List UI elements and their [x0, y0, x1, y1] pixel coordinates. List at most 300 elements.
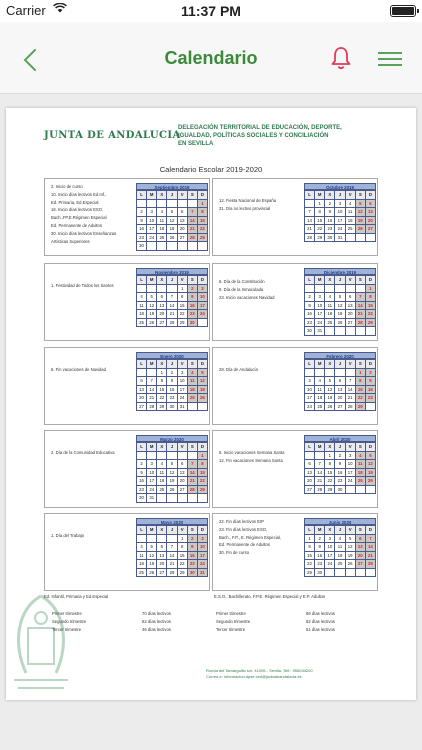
day-cell: 22 — [157, 394, 167, 403]
event-line: 16. Inicio días lectivos ESO, — [51, 207, 104, 213]
event-line: Bach.,FP,E.Régimen Especial — [51, 215, 107, 221]
day-cell: 10 — [335, 208, 345, 217]
day-cell: 11 — [188, 377, 198, 386]
day-cell — [335, 285, 345, 294]
day-cell: 17 — [198, 552, 208, 561]
day-cell: 7 — [356, 293, 366, 302]
day-cell: 25 — [315, 403, 325, 412]
day-cell: 2 — [167, 369, 177, 378]
day-cell: 9 — [188, 293, 198, 302]
day-cell: 4 — [346, 200, 356, 209]
day-cell: 28 — [305, 234, 315, 243]
bell-icon[interactable] — [330, 45, 352, 71]
day-cell: 25 — [325, 319, 335, 328]
month-calendar — [304, 268, 376, 336]
weekday-header: M — [315, 443, 325, 452]
day-cell: 16 — [167, 386, 177, 395]
header-line: EN SEVILLA — [178, 141, 214, 147]
day-cell: 2 — [315, 535, 325, 544]
event-line: Artísticas Superiores — [51, 238, 90, 244]
day-cell: 24 — [198, 310, 208, 319]
day-cell: 20 — [305, 477, 315, 486]
event-line: 9. Día de la Inmaculada — [219, 286, 264, 292]
day-grid — [136, 359, 208, 411]
day-cell: 4 — [315, 377, 325, 386]
event-line: 1. Día del Trabajo — [51, 533, 85, 538]
day-cell: 21 — [167, 560, 177, 569]
weekday-header: M — [147, 191, 157, 200]
day-cell: 23 — [335, 477, 345, 486]
day-cell: 26 — [198, 394, 208, 403]
month-calendar — [304, 352, 376, 411]
day-cell: 4 — [157, 460, 167, 469]
day-cell: 8 — [178, 293, 188, 302]
day-cell: 20 — [157, 310, 167, 319]
weekday-header: S — [356, 191, 366, 200]
day-cell: 12 — [335, 302, 345, 311]
day-cell: 1 — [305, 535, 315, 544]
day-cell: 11 — [157, 217, 167, 226]
trimester-days: 70 días lectivos — [142, 611, 171, 616]
weekday-header: X — [325, 276, 335, 285]
day-cell: 29 — [325, 486, 335, 495]
day-cell — [137, 369, 147, 378]
day-cell — [346, 327, 356, 336]
day-cell — [198, 403, 208, 412]
day-cell: 4 — [335, 535, 345, 544]
day-cell: 28 — [188, 234, 198, 243]
day-cell: 25 — [356, 477, 366, 486]
day-cell: 3 — [305, 377, 315, 386]
day-cell: 13 — [157, 552, 167, 561]
weekday-header: L — [137, 360, 147, 369]
month-name: Septiembre 2019 — [136, 183, 208, 190]
weekday-header: X — [157, 360, 167, 369]
day-cell: 2 — [137, 460, 147, 469]
weekday-header: S — [188, 276, 198, 285]
day-cell: 11 — [137, 552, 147, 561]
day-cell: 10 — [147, 217, 157, 226]
month-name: Mayo 2020 — [136, 518, 208, 525]
weekday-header: J — [167, 360, 177, 369]
day-cell — [346, 234, 356, 243]
day-cell — [178, 452, 188, 461]
weekday-header: X — [157, 526, 167, 535]
day-cell: 28 — [167, 319, 177, 328]
weekday-header: S — [188, 191, 198, 200]
weekday-header: M — [147, 526, 157, 535]
month-name: Marzo 2020 — [136, 435, 208, 442]
navigation-bar — [0, 22, 422, 94]
day-cell: 18 — [325, 310, 335, 319]
month-box — [44, 263, 210, 341]
day-cell: 22 — [366, 310, 376, 319]
day-cell — [147, 535, 157, 544]
day-cell: 29 — [178, 569, 188, 578]
day-cell — [188, 242, 198, 251]
day-cell: 19 — [346, 552, 356, 561]
month-calendar — [136, 352, 208, 411]
day-cell: 5 — [335, 293, 345, 302]
header-line: DELEGACIÓN TERRITORIAL DE EDUCACIÓN, DEPORTE, — [178, 125, 342, 131]
trimester-days: 46 días lectivos — [142, 627, 171, 632]
day-cell: 26 — [325, 403, 335, 412]
day-cell: 3 — [178, 369, 188, 378]
day-cell: 4 — [137, 293, 147, 302]
day-cell: 18 — [315, 394, 325, 403]
weekday-header: D — [366, 526, 376, 535]
day-cell: 12 — [346, 543, 356, 552]
trimester-label: Segundo trimestre — [52, 619, 87, 624]
day-cell: 6 — [178, 208, 188, 217]
month-name: Febrero 2020 — [304, 352, 376, 359]
trimester-days: 66 días lectivos — [306, 611, 335, 616]
header-line: IGUALDAD, POLÍTICAS SOCIALES Y CONCILIACIÓN — [178, 133, 329, 139]
day-cell: 26 — [346, 560, 356, 569]
day-cell: 6 — [356, 535, 366, 544]
day-cell: 28 — [147, 403, 157, 412]
day-cell: 9 — [137, 469, 147, 478]
weekday-header: S — [188, 360, 198, 369]
trimester-days: 62 días lectivos — [142, 619, 171, 624]
junta-logo: JUNTA DE ANDALUCIA — [44, 130, 181, 141]
day-cell — [198, 494, 208, 503]
hamburger-menu-icon[interactable] — [378, 48, 402, 68]
day-cell: 23 — [188, 310, 198, 319]
day-cell — [147, 242, 157, 251]
weekday-header: X — [325, 526, 335, 535]
day-cell: 3 — [335, 200, 345, 209]
weekday-header: D — [366, 443, 376, 452]
weekday-header: S — [356, 360, 366, 369]
month-box — [212, 178, 378, 256]
day-cell — [315, 452, 325, 461]
weekday-header: S — [188, 526, 198, 535]
day-cell — [335, 569, 345, 578]
day-grid — [304, 190, 376, 242]
day-cell: 1 — [315, 200, 325, 209]
day-cell: 1 — [356, 369, 366, 378]
day-cell: 17 — [147, 225, 157, 234]
day-cell: 3 — [147, 460, 157, 469]
day-cell: 27 — [305, 486, 315, 495]
month-name: Noviembre 2019 — [136, 268, 208, 275]
day-cell: 16 — [335, 469, 345, 478]
weekday-header: V — [178, 443, 188, 452]
day-cell: 3 — [147, 208, 157, 217]
day-cell: 11 — [346, 208, 356, 217]
day-cell — [147, 452, 157, 461]
day-cell: 7 — [315, 460, 325, 469]
weekday-header: J — [167, 191, 177, 200]
day-cell: 5 — [147, 293, 157, 302]
day-cell: 4 — [188, 369, 198, 378]
weekday-header: X — [325, 443, 335, 452]
day-cell: 22 — [178, 560, 188, 569]
day-cell — [157, 200, 167, 209]
day-cell — [366, 486, 376, 495]
day-cell: 23 — [325, 225, 335, 234]
day-cell: 29 — [315, 234, 325, 243]
event-line: 31. Día no lectivo provincial — [219, 205, 271, 211]
day-cell: 8 — [198, 208, 208, 217]
day-cell: 8 — [356, 377, 366, 386]
day-grid — [136, 442, 208, 503]
day-cell — [188, 494, 198, 503]
day-cell: 16 — [366, 386, 376, 395]
month-box — [212, 347, 378, 425]
trimester-label: Tercer trimestre — [216, 627, 246, 632]
day-cell: 1 — [198, 200, 208, 209]
day-cell: 9 — [335, 460, 345, 469]
weekday-header: V — [178, 526, 188, 535]
day-cell — [167, 242, 177, 251]
day-cell: 18 — [137, 560, 147, 569]
day-cell: 24 — [198, 560, 208, 569]
day-cell: 13 — [356, 543, 366, 552]
day-cell: 20 — [335, 394, 345, 403]
day-cell: 24 — [346, 477, 356, 486]
day-cell: 3 — [325, 535, 335, 544]
month-events — [51, 449, 135, 457]
day-cell: 7 — [366, 535, 376, 544]
day-cell — [366, 569, 376, 578]
event-line: 28. Día de Andalucía — [219, 367, 258, 372]
day-cell: 30 — [188, 569, 198, 578]
weekday-header: D — [198, 526, 208, 535]
day-cell: 15 — [178, 302, 188, 311]
day-cell: 24 — [147, 234, 157, 243]
weekday-header: J — [335, 360, 345, 369]
day-cell: 30 — [305, 327, 315, 336]
day-cell: 19 — [147, 310, 157, 319]
day-grid — [136, 190, 208, 251]
day-cell: 10 — [147, 469, 157, 478]
event-line: 6. Día de la Constitución — [219, 279, 265, 284]
day-cell: 28 — [356, 319, 366, 328]
day-cell: 12 — [167, 469, 177, 478]
day-cell — [335, 327, 345, 336]
weekday-header: J — [335, 526, 345, 535]
day-cell — [305, 200, 315, 209]
day-cell: 22 — [198, 477, 208, 486]
day-cell: 15 — [198, 469, 208, 478]
weekday-header: L — [137, 191, 147, 200]
weekday-header: J — [335, 276, 345, 285]
day-cell: 30 — [167, 403, 177, 412]
day-cell: 31 — [198, 569, 208, 578]
weekday-header: X — [157, 191, 167, 200]
weekday-header: S — [356, 526, 366, 535]
day-cell: 31 — [178, 403, 188, 412]
carrier-label: Carrier — [6, 3, 46, 18]
day-cell: 20 — [178, 225, 188, 234]
day-cell: 19 — [167, 225, 177, 234]
weekday-header: D — [198, 276, 208, 285]
day-cell: 25 — [346, 225, 356, 234]
day-cell: 11 — [157, 469, 167, 478]
day-cell: 23 — [137, 234, 147, 243]
event-line: Ed. Permanente de Adultos — [51, 222, 102, 228]
day-cell: 24 — [178, 394, 188, 403]
day-cell: 22 — [315, 225, 325, 234]
day-cell: 21 — [147, 394, 157, 403]
day-cell: 1 — [198, 452, 208, 461]
day-cell: 16 — [137, 225, 147, 234]
weekday-header: V — [346, 276, 356, 285]
day-cell: 6 — [305, 460, 315, 469]
day-cell: 21 — [366, 552, 376, 561]
day-cell — [366, 327, 376, 336]
day-cell: 11 — [335, 543, 345, 552]
day-cell: 13 — [157, 302, 167, 311]
day-cell: 8 — [198, 460, 208, 469]
footer-email: Correo-e: informacion.dpse.ced@juntadeandalucia.es — [206, 674, 302, 679]
day-cell: 1 — [178, 285, 188, 294]
weekday-header: V — [178, 191, 188, 200]
trimester-label: Segundo trimestre — [216, 619, 251, 624]
weekday-header: V — [346, 360, 356, 369]
day-cell: 20 — [137, 394, 147, 403]
month-name: Abril 2020 — [304, 435, 376, 442]
day-cell: 19 — [198, 386, 208, 395]
status-time: 11:37 PM — [181, 3, 241, 19]
month-box — [212, 513, 378, 591]
day-cell: 2 — [325, 200, 335, 209]
weekday-header: M — [315, 191, 325, 200]
day-cell: 6 — [346, 293, 356, 302]
day-cell: 27 — [356, 560, 366, 569]
day-cell: 31 — [147, 494, 157, 503]
month-events — [219, 449, 303, 465]
day-cell: 25 — [137, 319, 147, 328]
day-cell: 3 — [198, 535, 208, 544]
day-cell: 4 — [325, 293, 335, 302]
day-cell: 30 — [325, 234, 335, 243]
day-cell: 13 — [137, 386, 147, 395]
month-events — [219, 366, 303, 374]
day-cell: 26 — [167, 234, 177, 243]
day-cell: 19 — [167, 477, 177, 486]
event-line: Bach., F.P., E. Régimen Especial, — [219, 534, 282, 540]
day-cell: 24 — [325, 560, 335, 569]
day-cell: 14 — [366, 543, 376, 552]
day-cell: 10 — [198, 293, 208, 302]
day-cell — [167, 200, 177, 209]
day-cell: 27 — [366, 225, 376, 234]
day-cell: 19 — [325, 394, 335, 403]
day-cell — [346, 369, 356, 378]
day-cell: 12 — [147, 302, 157, 311]
day-cell — [157, 285, 167, 294]
day-cell: 11 — [325, 302, 335, 311]
weekday-header: L — [137, 443, 147, 452]
weekday-header: D — [198, 360, 208, 369]
day-grid — [304, 275, 376, 336]
month-name: Enero 2020 — [136, 352, 208, 359]
day-cell: 20 — [366, 217, 376, 226]
day-grid — [136, 525, 208, 577]
delegation-header — [178, 124, 383, 148]
month-events — [51, 366, 135, 374]
day-cell: 19 — [356, 217, 366, 226]
day-cell: 1 — [325, 452, 335, 461]
day-cell: 31 — [335, 234, 345, 243]
day-cell — [178, 494, 188, 503]
day-cell: 17 — [198, 302, 208, 311]
day-cell: 2 — [335, 452, 345, 461]
month-box — [44, 430, 210, 508]
weekday-header: V — [178, 360, 188, 369]
event-line: 6. Inicio vacaciones Semana Santa — [219, 450, 285, 455]
day-cell: 16 — [137, 477, 147, 486]
day-cell — [167, 494, 177, 503]
day-cell: 31 — [315, 327, 325, 336]
day-cell — [346, 486, 356, 495]
day-cell: 13 — [178, 217, 188, 226]
day-cell: 23 — [305, 319, 315, 328]
month-calendar — [136, 268, 208, 327]
day-cell: 1 — [366, 285, 376, 294]
day-cell: 8 — [305, 543, 315, 552]
day-cell: 18 — [356, 469, 366, 478]
day-cell: 27 — [157, 319, 167, 328]
day-cell — [315, 369, 325, 378]
footer-contact — [206, 668, 313, 680]
day-cell — [188, 200, 198, 209]
day-cell: 12 — [356, 208, 366, 217]
day-cell: 7 — [346, 377, 356, 386]
day-cell: 20 — [157, 560, 167, 569]
weekday-header: L — [305, 360, 315, 369]
day-cell: 1 — [178, 535, 188, 544]
weekday-header: D — [198, 443, 208, 452]
day-cell: 21 — [346, 394, 356, 403]
day-cell: 14 — [315, 469, 325, 478]
day-cell: 26 — [366, 477, 376, 486]
event-line: 6. Fin vacaciones de Navidad — [51, 367, 106, 372]
day-cell: 25 — [335, 560, 345, 569]
month-box — [212, 430, 378, 508]
day-cell: 6 — [178, 460, 188, 469]
day-cell: 16 — [188, 302, 198, 311]
month-calendar — [304, 435, 376, 494]
day-cell: 26 — [147, 319, 157, 328]
weekday-header: X — [325, 360, 335, 369]
weekday-header: X — [157, 443, 167, 452]
day-cell: 7 — [167, 543, 177, 552]
day-cell: 29 — [305, 569, 315, 578]
day-cell: 5 — [346, 535, 356, 544]
day-cell — [366, 234, 376, 243]
day-cell: 27 — [346, 319, 356, 328]
day-cell: 16 — [188, 552, 198, 561]
weekday-header: D — [198, 191, 208, 200]
day-cell — [325, 327, 335, 336]
day-cell: 8 — [178, 543, 188, 552]
day-cell — [157, 242, 167, 251]
day-cell: 25 — [157, 486, 167, 495]
day-cell: 14 — [147, 386, 157, 395]
weekday-header: M — [315, 360, 325, 369]
day-cell: 23 — [366, 394, 376, 403]
day-cell: 3 — [198, 285, 208, 294]
day-cell: 22 — [325, 477, 335, 486]
day-cell — [157, 494, 167, 503]
day-cell: 24 — [305, 403, 315, 412]
month-box — [212, 263, 378, 341]
day-cell: 14 — [305, 217, 315, 226]
